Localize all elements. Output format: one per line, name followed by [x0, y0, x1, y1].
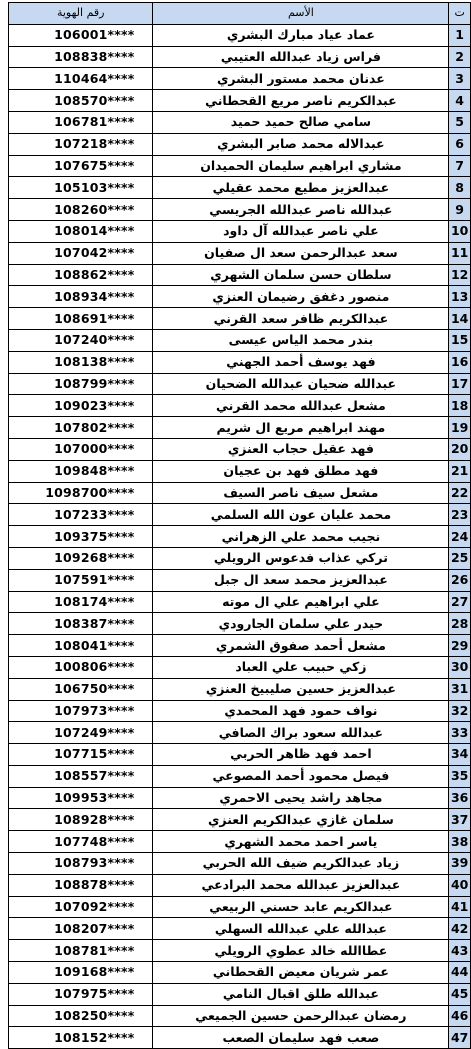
id-number-cell: 108041****	[9, 635, 153, 657]
id-number-cell: 107973****	[9, 700, 153, 722]
name-cell: رمضان عبدالرحمن حسين الجميعي	[153, 1005, 449, 1027]
name-cell: مشعل أحمد صفوق الشمري	[153, 635, 449, 657]
name-cell: علي ابراهيم علي ال موته	[153, 591, 449, 613]
table-row	[9, 417, 471, 439]
id-number-cell: 108934****	[9, 286, 153, 308]
id-number-cell: 108207****	[9, 918, 153, 940]
id-number-cell: 100806****	[9, 656, 153, 678]
table-row	[9, 613, 471, 635]
id-number-cell: 106781****	[9, 111, 153, 133]
table-row	[9, 308, 471, 330]
row-number-cell: 4	[449, 90, 471, 112]
row-number-cell: 11	[449, 242, 471, 264]
name-cell: صعب فهد سليمان الصعب	[153, 1027, 449, 1049]
name-cell: عبدالعزيز حسين صليبيخ العنزي	[153, 678, 449, 700]
row-number-cell: 43	[449, 940, 471, 962]
id-number-cell: 107233****	[9, 504, 153, 526]
row-number-cell: 47	[449, 1027, 471, 1049]
row-number-cell: 6	[449, 133, 471, 155]
id-number-cell: 108862****	[9, 264, 153, 286]
table-row	[9, 722, 471, 744]
id-number-cell: 108793****	[9, 853, 153, 875]
id-number-cell: 108781****	[9, 940, 153, 962]
table-row	[9, 220, 471, 242]
row-number-cell: 37	[449, 809, 471, 831]
row-number-cell: 20	[449, 438, 471, 460]
table-row	[9, 395, 471, 417]
name-cell: عبدالكريم عابد حسني الربيعي	[153, 896, 449, 918]
table-row	[9, 1027, 471, 1049]
id-number-cell: 108174****	[9, 591, 153, 613]
table-row	[9, 940, 471, 962]
id-number-cell: 107249****	[9, 722, 153, 744]
id-number-cell: 109268****	[9, 547, 153, 569]
name-cell: عبدالكريم ظافر سعد القرني	[153, 308, 449, 330]
row-number-cell: 44	[449, 962, 471, 984]
id-number-cell: 108799****	[9, 373, 153, 395]
row-number-cell: 33	[449, 722, 471, 744]
header-row	[9, 3, 471, 25]
name-cell: مشعل سيف ناصر السيف	[153, 482, 449, 504]
table-row	[9, 918, 471, 940]
row-number-cell: 29	[449, 635, 471, 657]
name-cell: عبدالعزيز محمد سعد ال جبل	[153, 569, 449, 591]
name-cell: سلمان غازي عبدالكريم العنزي	[153, 809, 449, 831]
id-number-cell: 108260****	[9, 199, 153, 221]
table-row	[9, 68, 471, 90]
table-row	[9, 569, 471, 591]
name-cell: عماد عياد مبارك البشري	[153, 24, 449, 46]
row-number-cell: 42	[449, 918, 471, 940]
header-id: رقم الهوية	[9, 3, 153, 25]
row-number-cell: 21	[449, 460, 471, 482]
id-number-cell: 107715****	[9, 744, 153, 766]
row-number-cell: 18	[449, 395, 471, 417]
row-number-cell: 24	[449, 526, 471, 548]
name-cell: عبدالله طلق اقبال النامي	[153, 983, 449, 1005]
id-number-cell: 107975****	[9, 983, 153, 1005]
name-cell: عبدالله سعود براك الصافي	[153, 722, 449, 744]
table-row	[9, 983, 471, 1005]
row-number-cell: 8	[449, 177, 471, 199]
row-number-cell: 46	[449, 1005, 471, 1027]
name-cell: سامي صالح حميد حميد	[153, 111, 449, 133]
table-row	[9, 351, 471, 373]
table-row	[9, 133, 471, 155]
id-number-cell: 109168****	[9, 962, 153, 984]
name-cell: زياد عبدالكريم ضيف الله الحربي	[153, 853, 449, 875]
id-number-cell: 109848****	[9, 460, 153, 482]
id-number-cell: 107000****	[9, 438, 153, 460]
row-number-cell: 27	[449, 591, 471, 613]
row-number-cell: 40	[449, 874, 471, 896]
table-row	[9, 264, 471, 286]
name-cell: احمد فهد ظاهر الحربي	[153, 744, 449, 766]
name-cell: تركي عذاب فدعوس الرويلي	[153, 547, 449, 569]
name-cell: عدنان محمد مستور البشري	[153, 68, 449, 90]
id-number-cell: 107802****	[9, 417, 153, 439]
name-cell: فهد مطلق فهد بن عجيان	[153, 460, 449, 482]
id-number-cell: 1098700****	[9, 482, 153, 504]
name-cell: محمد عليان عون الله السلمي	[153, 504, 449, 526]
row-number-cell: 34	[449, 744, 471, 766]
name-cell: ياسر احمد محمد الشهري	[153, 831, 449, 853]
row-number-cell: 5	[449, 111, 471, 133]
table-row	[9, 831, 471, 853]
name-cell: مجاهد راشد يحيى الاحمري	[153, 787, 449, 809]
id-number-cell: 107042****	[9, 242, 153, 264]
name-cell: عبدالله ضحيان عبدالله الضحيان	[153, 373, 449, 395]
row-number-cell: 32	[449, 700, 471, 722]
table-row	[9, 90, 471, 112]
table-row	[9, 46, 471, 68]
row-number-cell: 12	[449, 264, 471, 286]
name-cell: سلطان حسن سلمان الشهري	[153, 264, 449, 286]
table-row	[9, 635, 471, 657]
name-cell: عبدالعزيز عبدالله محمد البرادعي	[153, 874, 449, 896]
table-row	[9, 656, 471, 678]
table-row	[9, 111, 471, 133]
id-number-cell: 108878****	[9, 874, 153, 896]
row-number-cell: 16	[449, 351, 471, 373]
name-cell: زكي حبيب علي العباد	[153, 656, 449, 678]
table-row	[9, 242, 471, 264]
id-number-cell: 109953****	[9, 787, 153, 809]
row-number-cell: 9	[449, 199, 471, 221]
row-number-cell: 35	[449, 765, 471, 787]
name-cell: عبدالكريم ناصر مريع القحطاني	[153, 90, 449, 112]
table-row	[9, 678, 471, 700]
table-row	[9, 809, 471, 831]
table-row	[9, 896, 471, 918]
id-number-cell: 105103****	[9, 177, 153, 199]
row-number-cell: 28	[449, 613, 471, 635]
id-number-cell: 107748****	[9, 831, 153, 853]
table-row	[9, 962, 471, 984]
table-row	[9, 504, 471, 526]
id-number-cell: 106001****	[9, 24, 153, 46]
name-cell: عبدالعزيز مطيع محمد عقيلي	[153, 177, 449, 199]
id-number-cell: 108387****	[9, 613, 153, 635]
id-number-cell: 109375****	[9, 526, 153, 548]
table-row	[9, 853, 471, 875]
id-number-cell: 108557****	[9, 765, 153, 787]
table-row	[9, 155, 471, 177]
name-cell: منصور دغفق رضيمان العنزي	[153, 286, 449, 308]
name-cell: مشعل عبدالله محمد القرني	[153, 395, 449, 417]
table-row	[9, 765, 471, 787]
row-number-cell: 25	[449, 547, 471, 569]
row-number-cell: 13	[449, 286, 471, 308]
id-number-cell: 109023****	[9, 395, 153, 417]
table-row	[9, 547, 471, 569]
id-number-cell: 107092****	[9, 896, 153, 918]
row-number-cell: 2	[449, 46, 471, 68]
name-cell: عبدالله ناصر عبدالله الجريسي	[153, 199, 449, 221]
table-row	[9, 177, 471, 199]
header-name: الأسم	[153, 3, 449, 25]
table-row	[9, 199, 471, 221]
name-cell: عمر شريان معيض القحطاني	[153, 962, 449, 984]
id-number-cell: 108250****	[9, 1005, 153, 1027]
row-number-cell: 22	[449, 482, 471, 504]
row-number-cell: 14	[449, 308, 471, 330]
table-row	[9, 329, 471, 351]
row-number-cell: 10	[449, 220, 471, 242]
header-number: ت	[449, 3, 471, 25]
table-row	[9, 460, 471, 482]
table-row	[9, 526, 471, 548]
row-number-cell: 17	[449, 373, 471, 395]
table-body	[9, 24, 471, 1048]
row-number-cell: 31	[449, 678, 471, 700]
table-row	[9, 700, 471, 722]
table-row	[9, 874, 471, 896]
id-number-cell: 106750****	[9, 678, 153, 700]
id-number-cell: 108691****	[9, 308, 153, 330]
name-cell: سعد عبدالرحمن سعد ال صفيان	[153, 242, 449, 264]
row-number-cell: 7	[449, 155, 471, 177]
name-cell: حيدر علي سلمان الجارودي	[153, 613, 449, 635]
name-cell: فهد يوسف أحمد الجهني	[153, 351, 449, 373]
row-number-cell: 15	[449, 329, 471, 351]
id-number-cell: 108014****	[9, 220, 153, 242]
table-row	[9, 438, 471, 460]
table-row	[9, 286, 471, 308]
row-number-cell: 19	[449, 417, 471, 439]
row-number-cell: 45	[449, 983, 471, 1005]
table-row	[9, 482, 471, 504]
id-number-cell: 107240****	[9, 329, 153, 351]
row-number-cell: 26	[449, 569, 471, 591]
name-cell: بندر محمد الياس عيسى	[153, 329, 449, 351]
name-cell: عبدالله علي عبدالله السهلي	[153, 918, 449, 940]
table-row	[9, 373, 471, 395]
id-number-cell: 108838****	[9, 46, 153, 68]
id-number-cell: 108570****	[9, 90, 153, 112]
name-cell: فيصل محمود أحمد المصوعي	[153, 765, 449, 787]
id-number-cell: 108152****	[9, 1027, 153, 1049]
table-row	[9, 24, 471, 46]
id-number-cell: 107218****	[9, 133, 153, 155]
row-number-cell: 41	[449, 896, 471, 918]
name-cell: نجيب محمد علي الزهراني	[153, 526, 449, 548]
id-number-cell: 110464****	[9, 68, 153, 90]
names-table	[8, 2, 471, 1049]
row-number-cell: 3	[449, 68, 471, 90]
table-row	[9, 591, 471, 613]
id-number-cell: 108138****	[9, 351, 153, 373]
id-number-cell: 108928****	[9, 809, 153, 831]
name-cell: عبدالاله محمد صابر البشري	[153, 133, 449, 155]
table-row	[9, 744, 471, 766]
id-number-cell: 107675****	[9, 155, 153, 177]
row-number-cell: 36	[449, 787, 471, 809]
name-cell: مشاري ابراهيم سليمان الحميدان	[153, 155, 449, 177]
name-cell: مهند ابراهيم مريع ال شريم	[153, 417, 449, 439]
id-number-cell: 107591****	[9, 569, 153, 591]
table-row	[9, 787, 471, 809]
row-number-cell: 1	[449, 24, 471, 46]
row-number-cell: 30	[449, 656, 471, 678]
row-number-cell: 39	[449, 853, 471, 875]
name-cell: علي ناصر عبدالله آل داود	[153, 220, 449, 242]
row-number-cell: 38	[449, 831, 471, 853]
name-cell: فهد عقيل حجاب العنزي	[153, 438, 449, 460]
name-cell: نواف حمود فهد المحمدي	[153, 700, 449, 722]
name-cell: عطاالله خالد عطوي الرويلي	[153, 940, 449, 962]
row-number-cell: 23	[449, 504, 471, 526]
name-cell: فراس زياد عبدالله العتيبي	[153, 46, 449, 68]
